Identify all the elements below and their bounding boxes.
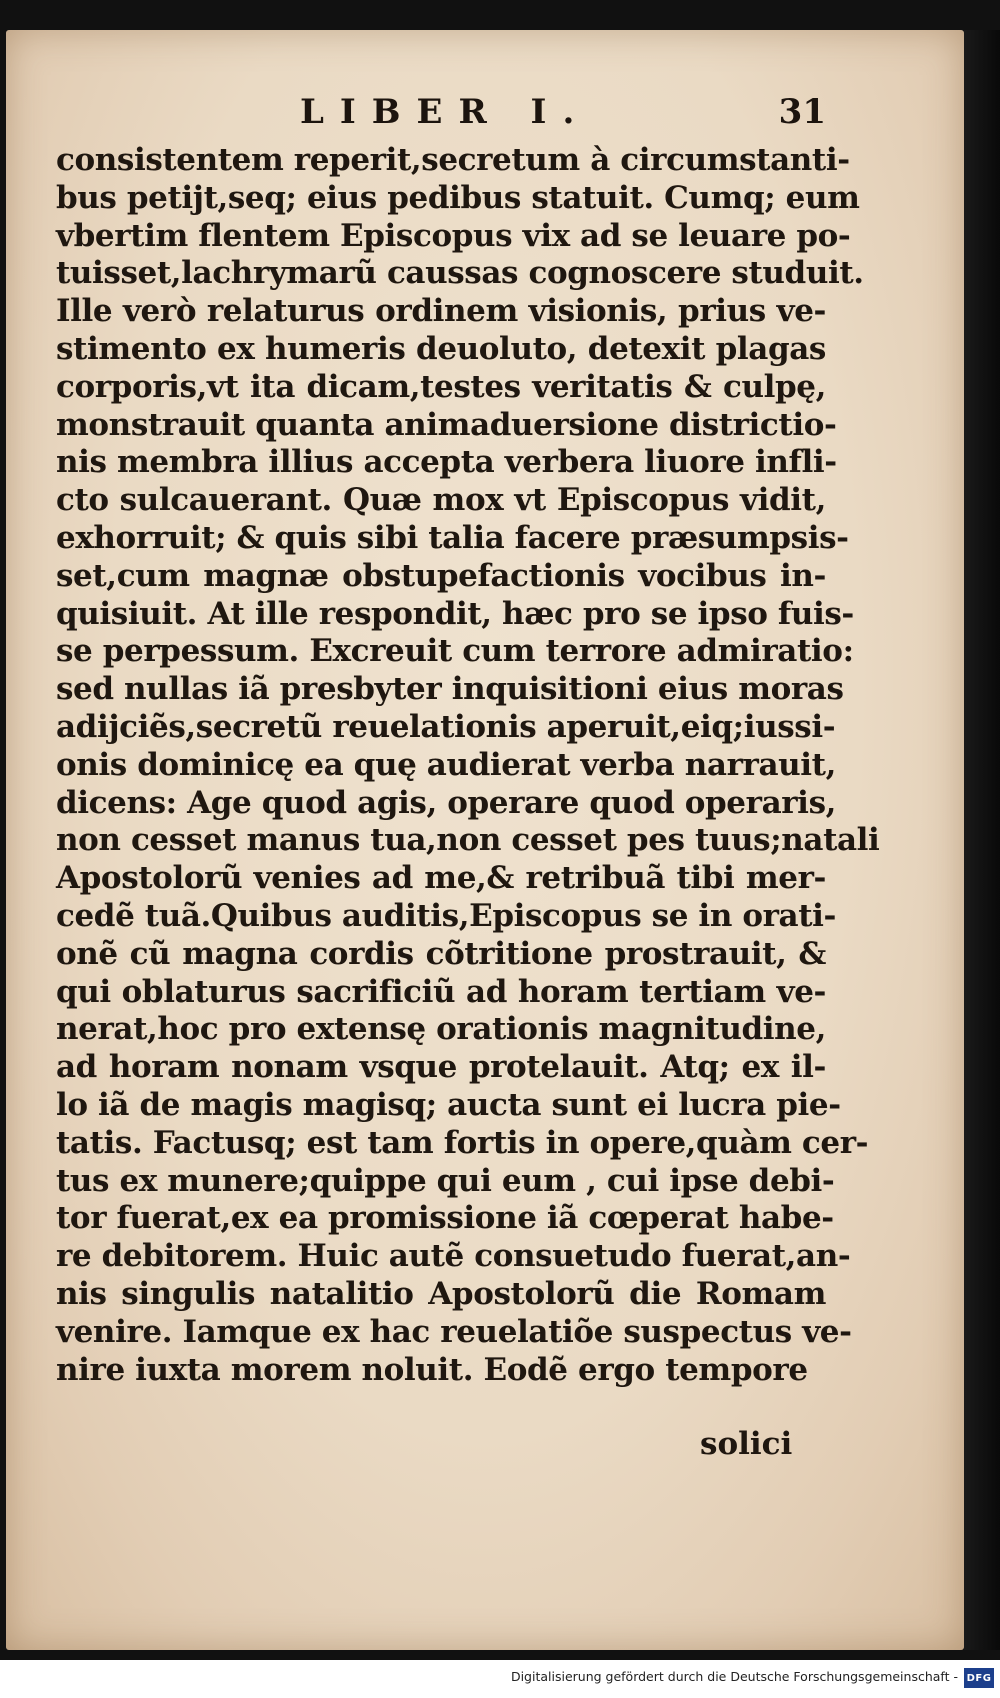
text-line: onis dominicę ea quę audierat verba narrauit, — [56, 746, 836, 783]
credit-text: Digitalisierung gefördert durch die Deutsche Forschungsgemeinschaft - — [510, 1669, 958, 1684]
text-line: vbertim flentem Episcopus vix ad se leuare po- — [56, 217, 851, 254]
text-line: exhorruit; & quis sibi talia facere præsumpsis- — [56, 519, 849, 556]
page-edge — [964, 30, 1000, 1650]
body-text — [56, 142, 880, 1389]
text-line: monstrauit quanta animaduersione districtio- — [56, 406, 837, 443]
text-line: nerat,hoc pro extensę orationis magnitudine, — [56, 1011, 826, 1048]
text-line: onẽ cũ magna cordis cõtritione prostrauit, & — [56, 935, 826, 972]
text-line: tuisset,lachrymarũ caussas cognoscere studuit. — [56, 255, 864, 292]
running-title: LIBER I. — [300, 92, 591, 132]
page-number: 31 — [778, 92, 826, 132]
text-line: cto sulcauerant. Quæ mox vt Episcopus vidit, — [56, 482, 826, 519]
text-line: venire. Iamque ex hac reuelatiõe suspectus ve- — [56, 1313, 852, 1350]
text-line: corporis,vt ita dicam,testes veritatis & culpę, — [56, 368, 826, 405]
text-line: non cesset manus tua,non cesset pes tuus;natali — [56, 822, 880, 859]
text-line: cedẽ tuã.Quibus auditis,Episcopus se in orati- — [56, 897, 837, 934]
text-line: bus petijt,seq; eius pedibus statuit. Cumq; eum — [56, 179, 860, 216]
text-line: sed nullas iã presbyter inquisitioni eius moras — [56, 671, 844, 708]
catchword: solici — [700, 1426, 793, 1462]
dfg-logo: DFG — [964, 1668, 994, 1688]
text-line: se perpessum. Excreuit cum terrore admiratio: — [56, 633, 854, 670]
text-line: nire iuxta morem noluit. Eodẽ ergo tempore — [56, 1351, 808, 1388]
text-line: tor fuerat,ex ea promissione iã cœperat habe- — [56, 1200, 834, 1237]
text-line: adijciẽs,secretũ reuelationis aperuit,eiq;iussi- — [56, 708, 836, 745]
text-line: nis membra illius accepta verbera liuore infli- — [56, 444, 837, 481]
text-line: ad horam nonam vsque protelauit. Atq; ex il- — [56, 1049, 826, 1086]
running-head — [50, 92, 826, 138]
text-line: consistentem reperit,secretum à circumstanti- — [56, 142, 850, 178]
text-line: tus ex munere;quippe qui eum , cui ipse debi- — [56, 1162, 835, 1199]
text-line: dicens: Age quod agis, operare quod operaris, — [56, 784, 837, 821]
text-line: set,cum magnæ obstupefactionis vocibus in- — [56, 557, 826, 594]
text-line: lo iã de magis magisq; aucta sunt ei lucra pie- — [56, 1086, 841, 1123]
text-line: Ille verò relaturus ordinem visionis, prius ve- — [56, 293, 826, 330]
text-line: Apostolorũ venies ad me,& retribuã tibi mer- — [56, 860, 826, 897]
text-line: quisiuit. At ille respondit, hæc pro se ipso fuis- — [56, 595, 854, 632]
text-line: stimento ex humeris deuoluto, detexit plagas — [56, 330, 826, 367]
text-line: qui oblaturus sacrificiũ ad horam tertiam ve- — [56, 973, 826, 1010]
text-line: re debitorem. Huic autẽ consuetudo fuerat,an- — [56, 1238, 851, 1275]
text-line: nis singulis natalitio Apostolorũ die Romam — [56, 1275, 826, 1312]
credit-bar — [0, 1660, 1000, 1698]
text-line: tatis. Factusq; est tam fortis in opere,quàm cer- — [56, 1124, 869, 1161]
